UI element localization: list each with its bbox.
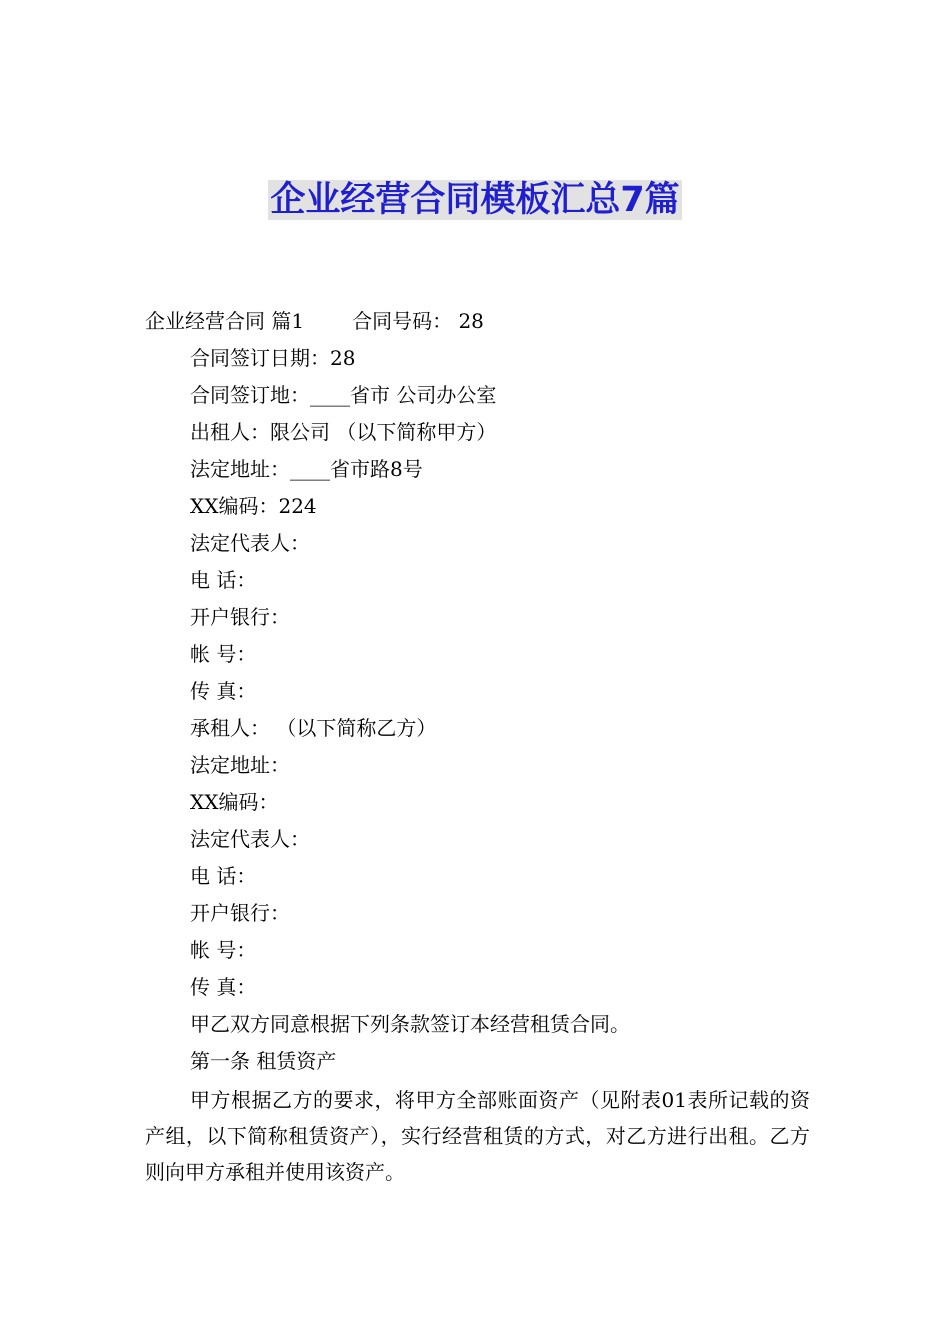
lessor-phone-line: 电 话： xyxy=(190,568,257,592)
lessor-bank-line: 开户银行： xyxy=(190,605,290,629)
contract-body xyxy=(145,303,810,1190)
sign-date-line: 合同签订日期：28 xyxy=(190,346,356,370)
lessee-representative-line: 法定代表人： xyxy=(190,827,310,851)
agreement-statement: 甲乙双方同意根据下列条款签订本经营租赁合同。 xyxy=(190,1012,630,1036)
lessor-fax-line: 传 真： xyxy=(190,679,257,703)
document-title-text: 企业经营合同模板汇总7篇 xyxy=(270,180,680,220)
lessor-account-line: 帐 号： xyxy=(190,642,257,666)
lessee-bank-line: 开户银行： xyxy=(190,901,290,925)
section-heading: 企业经营合同 篇1 xyxy=(145,309,305,333)
lessor-line: 出租人：限公司 （以下简称甲方） xyxy=(190,420,497,444)
lessee-phone-line: 电 话： xyxy=(190,864,257,888)
article-one-paragraph: 甲方根据乙方的要求，将甲方全部账面资产（见附表01表所记载的资产组，以下简称租赁资产），实行经营租赁的方式，对乙方进行出租。乙方则向甲方承租并使用该资产。 xyxy=(145,1088,810,1184)
lessee-account-line: 帐 号： xyxy=(190,938,257,962)
lessee-postcode-line: XX编码： xyxy=(190,790,279,814)
lessor-postcode-line: XX编码：224 xyxy=(190,494,317,518)
lessee-address-line: 法定地址： xyxy=(190,753,290,777)
lessor-address-line: 法定地址：____省市路8号 xyxy=(190,457,423,481)
sign-place-line: 合同签订地：____省市 公司办公室 xyxy=(190,383,497,407)
article-one-heading: 第一条 租赁资产 xyxy=(190,1049,337,1073)
lessee-line: 承租人： （以下简称乙方） xyxy=(190,716,437,740)
lessor-representative-line: 法定代表人： xyxy=(190,531,310,555)
contract-number: 合同号码： 28 xyxy=(352,309,484,333)
document-title xyxy=(0,176,950,224)
section-header-line xyxy=(145,303,810,340)
lessee-fax-line: 传 真： xyxy=(190,975,257,999)
